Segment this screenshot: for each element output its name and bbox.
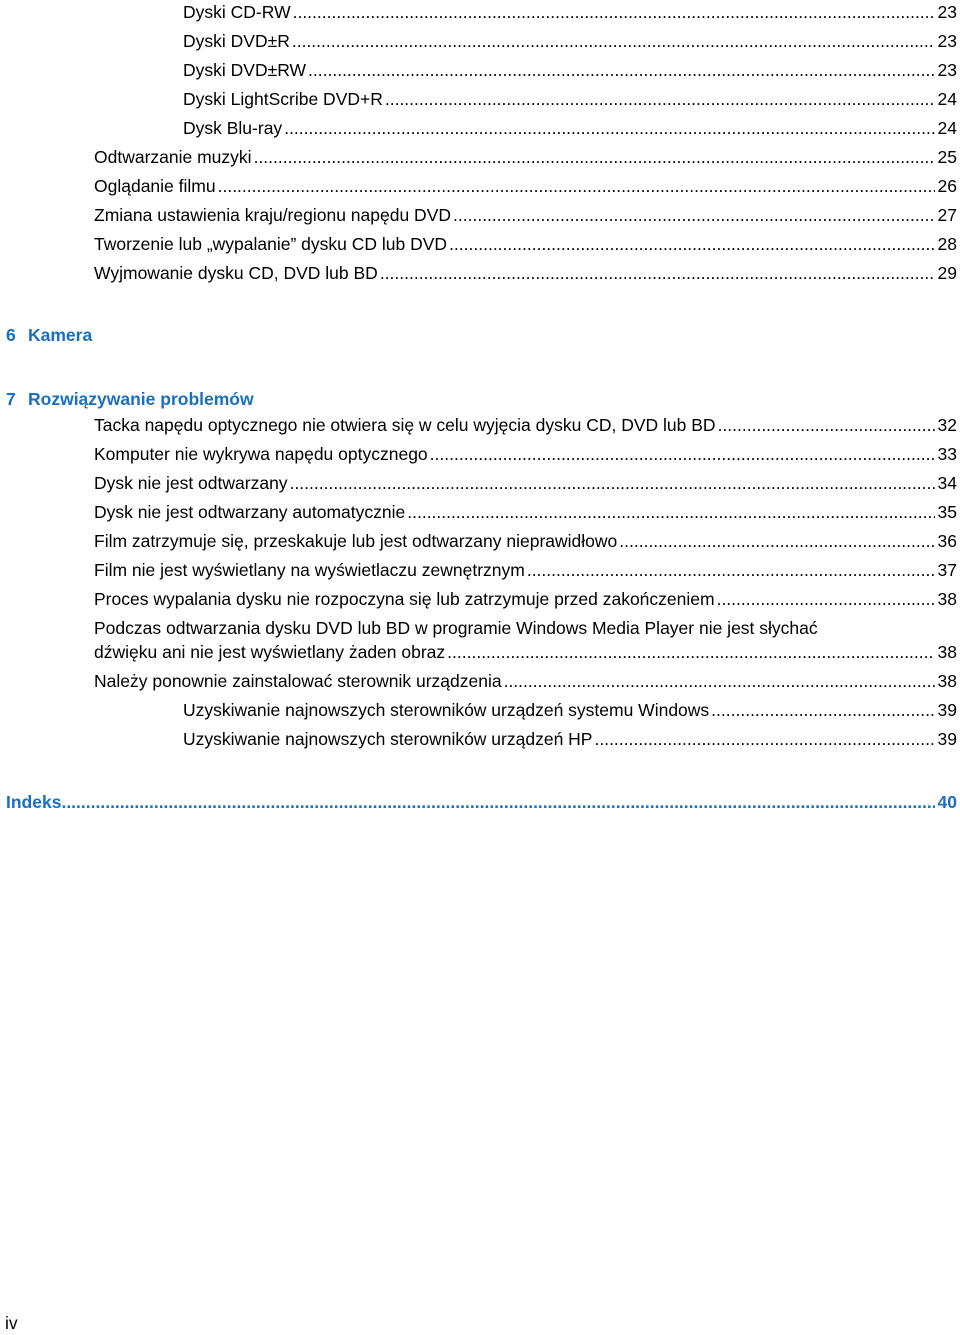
toc-page-number: 23 [937, 2, 957, 22]
dot-leader [504, 669, 935, 693]
index-page-number: 40 [937, 792, 957, 812]
dot-leader [380, 261, 935, 285]
toc-subentry[interactable] [183, 727, 957, 751]
toc-page-number: 35 [937, 502, 957, 522]
chapter-heading-7[interactable] [6, 386, 254, 412]
toc-entry[interactable] [94, 558, 957, 582]
toc-entry-title: Dyski LightScribe DVD+R [183, 89, 383, 109]
toc-entry-title: Odtwarzanie muzyki [94, 147, 252, 167]
dot-leader [447, 640, 934, 664]
toc-page-number: 38 [937, 589, 957, 609]
toc-entry[interactable] [94, 669, 957, 693]
dot-leader [527, 558, 935, 582]
toc-entry[interactable] [183, 87, 957, 111]
dot-leader [619, 529, 934, 553]
chapter-title: Rozwiązywanie problemów [28, 389, 254, 409]
chapter-title: Kamera [28, 325, 93, 345]
index-title: Indeks [6, 792, 62, 812]
toc-entry[interactable] [94, 145, 957, 169]
dot-leader [254, 145, 935, 169]
toc-entry[interactable] [94, 413, 957, 437]
toc-subentry[interactable] [183, 698, 957, 722]
toc-entry-title: Dysk nie jest odtwarzany automatycznie [94, 502, 406, 522]
toc-page-number: 36 [937, 531, 957, 551]
toc-entry[interactable] [94, 174, 957, 198]
toc-page-number: 32 [937, 415, 957, 435]
toc-entry-title: Oglądanie filmu [94, 176, 216, 196]
toc-entry-title: Dyski DVD±R [183, 31, 290, 51]
toc-entry[interactable] [94, 587, 957, 611]
dot-leader [385, 87, 935, 111]
toc-page-number: 38 [937, 671, 957, 691]
dot-leader [594, 727, 934, 751]
toc-entry-title: Podczas odtwarzania dysku DVD lub BD w programie Windows Media Player nie jest słychać [94, 618, 818, 638]
toc-entry-title: Należy ponownie zainstalować sterownik urządzenia [94, 671, 502, 691]
toc-entry[interactable] [183, 58, 957, 82]
toc-entry-title: Proces wypalania dysku nie rozpoczyna się lub zatrzymuje przed zakończeniem [94, 589, 715, 609]
chapter-number: 6 [6, 325, 16, 345]
toc-page-number: 39 [937, 729, 957, 749]
dot-leader [308, 58, 935, 82]
toc-entry[interactable] [94, 232, 957, 256]
dot-leader [430, 442, 935, 466]
dot-leader [293, 0, 935, 24]
toc-page-number: 28 [937, 234, 957, 254]
toc-entry-title: Film nie jest wyświetlany na wyświetlaczu zewnętrznym [94, 560, 525, 580]
dot-leader [407, 500, 934, 524]
toc-entry-title: Uzyskiwanie najnowszych sterowników urządzeń systemu Windows [183, 700, 710, 720]
toc-entry[interactable] [183, 116, 957, 140]
toc-entry-title: Film zatrzymuje się, przeskakuje lub jest odtwarzany nieprawidłowo [94, 531, 618, 551]
toc-page-number: 34 [937, 473, 957, 493]
toc-entry-title: Dysk nie jest odtwarzany [94, 473, 288, 493]
dot-leader [711, 698, 934, 722]
dot-leader [449, 232, 934, 256]
toc-entry-title: Tworzenie lub „wypalanie” dysku CD lub DVD [94, 234, 448, 254]
toc-page-number: 37 [937, 560, 957, 580]
toc-entry-title: Uzyskiwanie najnowszych sterowników urządzeń HP [183, 729, 593, 749]
toc-page-number: 39 [937, 700, 957, 720]
toc-page-number: 23 [937, 31, 957, 51]
dot-leader [292, 29, 935, 53]
toc-page-number: 23 [937, 60, 957, 80]
dot-leader [284, 116, 934, 140]
index-entry[interactable] [6, 789, 957, 815]
dot-leader [453, 203, 935, 227]
toc-entry-title: Tacka napędu optycznego nie otwiera się w celu wyjęcia dysku CD, DVD lub BD [94, 415, 716, 435]
dot-leader [290, 471, 935, 495]
toc-entry[interactable] [94, 471, 957, 495]
toc-page-number: 38 [937, 642, 957, 662]
toc-entry[interactable] [183, 0, 957, 24]
toc-entry-title: Dyski CD-RW [183, 2, 291, 22]
chapter-heading-6[interactable] [6, 322, 92, 348]
toc-entry[interactable] [94, 500, 957, 524]
toc-entry[interactable] [94, 203, 957, 227]
chapter-number: 7 [6, 389, 16, 409]
toc-page-number: 24 [937, 89, 957, 109]
toc-entry-title: dźwięku ani nie jest wyświetlany żaden obraz [94, 642, 446, 662]
toc-page-number: 33 [937, 444, 957, 464]
toc-entry-wrapped-line1[interactable] [94, 616, 957, 640]
toc-entry[interactable] [183, 29, 957, 53]
dot-leader [218, 174, 935, 198]
toc-page-number: 26 [937, 176, 957, 196]
toc-entry[interactable] [94, 442, 957, 466]
toc-entry-wrapped-line2[interactable] [94, 640, 957, 664]
toc-entry-title: Dyski DVD±RW [183, 60, 307, 80]
toc-entry-title: Komputer nie wykrywa napędu optycznego [94, 444, 428, 464]
footer-page-number: iv [5, 1313, 18, 1333]
dot-leader [61, 789, 934, 815]
toc-page-number: 25 [937, 147, 957, 167]
dot-leader [717, 587, 935, 611]
toc-entry[interactable] [94, 529, 957, 553]
toc-entry-title: Dysk Blu-ray [183, 118, 283, 138]
toc-entry[interactable] [94, 261, 957, 285]
dot-leader [718, 413, 935, 437]
toc-entry-title: Zmiana ustawienia kraju/regionu napędu DVD [94, 205, 452, 225]
toc-page-number: 24 [937, 118, 957, 138]
toc-entry-title: Wyjmowanie dysku CD, DVD lub BD [94, 263, 378, 283]
toc-page-number: 27 [937, 205, 957, 225]
toc-page-number: 29 [937, 263, 957, 283]
